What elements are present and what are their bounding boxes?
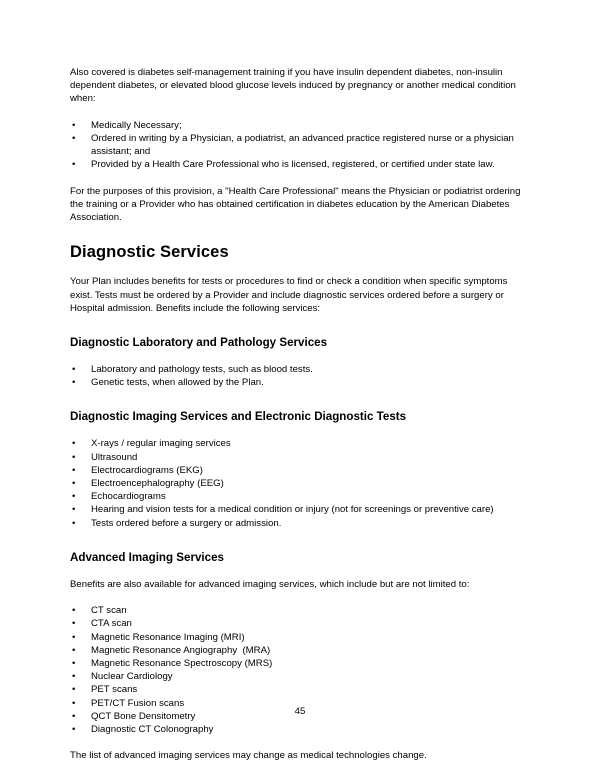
list-item bbox=[70, 119, 530, 132]
advanced-imaging-intro: Benefits are also available for advanced imaging services, which include but are not limited to: bbox=[70, 579, 470, 591]
list-item-label: PET scans bbox=[91, 684, 138, 696]
intro-paragraph-1: Also covered is diabetes self-management training if you have insulin dependent diabetes, non-insulin dependent diabetes, or elevated blood glucose levels induced by pregnancy or another medical condition when: bbox=[70, 67, 516, 105]
list-item bbox=[70, 363, 530, 376]
bullet-icon: • bbox=[72, 697, 76, 709]
list-item-label: Genetic tests, when allowed by the Plan. bbox=[91, 377, 264, 389]
list-item bbox=[70, 604, 530, 617]
list-item bbox=[70, 477, 530, 490]
list-item bbox=[70, 464, 530, 477]
list-item-label: Hearing and vision tests for a medical condition or injury (not for screenings or preventive care) bbox=[91, 504, 494, 516]
list-item bbox=[70, 670, 530, 683]
advanced-imaging-closing: The list of advanced imaging services may change as medical technologies change. bbox=[70, 750, 427, 762]
list-item-label: Medically Necessary; bbox=[91, 119, 182, 131]
bullet-icon: • bbox=[72, 517, 76, 529]
diabetes-training-conditions-list bbox=[70, 119, 530, 172]
page-title: Diagnostic Services bbox=[70, 243, 229, 262]
bullet-icon: • bbox=[72, 491, 76, 503]
list-item bbox=[70, 683, 530, 696]
list-item-label: Electrocardiograms (EKG) bbox=[91, 464, 203, 476]
bullet-icon: • bbox=[72, 504, 76, 516]
diagnostic-services-intro: Your Plan includes benefits for tests or procedures to find or check a condition when specific symptoms exist. Tests must be ordered by a Provider and include diagnostic services ordered before a surgery or Hospital admission. Benefits include the following services: bbox=[70, 276, 508, 314]
laboratory-pathology-list bbox=[70, 363, 530, 389]
list-item-label: Magnetic Resonance Spectroscopy (MRS) bbox=[91, 658, 273, 670]
bullet-icon: • bbox=[72, 631, 76, 643]
section-heading-laboratory-pathology: Diagnostic Laboratory and Pathology Services bbox=[70, 336, 328, 350]
list-item-label: CT scan bbox=[91, 605, 127, 617]
list-item-label: Provided by a Health Care Professional who is licensed, registered, or certified under state law. bbox=[91, 159, 495, 171]
bullet-icon: • bbox=[72, 684, 76, 696]
list-item-label: Echocardiograms bbox=[91, 491, 166, 503]
list-item-label: Electroencephalography (EEG) bbox=[91, 478, 224, 490]
bullet-icon: • bbox=[72, 658, 76, 670]
bullet-icon: • bbox=[72, 159, 76, 171]
bullet-icon: • bbox=[72, 438, 76, 450]
list-item bbox=[70, 723, 530, 736]
list-item bbox=[70, 451, 530, 464]
list-item-label: Laboratory and pathology tests, such as blood tests. bbox=[91, 364, 313, 376]
section-heading-advanced-imaging: Advanced Imaging Services bbox=[70, 550, 225, 564]
list-item-label: Nuclear Cardiology bbox=[91, 671, 173, 683]
list-item bbox=[70, 490, 530, 503]
bullet-icon: • bbox=[72, 451, 76, 463]
bullet-icon: • bbox=[72, 364, 76, 376]
list-item bbox=[70, 376, 530, 389]
section-heading-imaging-electronic-tests: Diagnostic Imaging Services and Electronic Diagnostic Tests bbox=[70, 410, 407, 424]
list-item bbox=[70, 517, 530, 530]
bullet-icon: • bbox=[72, 478, 76, 490]
list-item-label: CTA scan bbox=[91, 618, 132, 630]
list-item bbox=[70, 158, 530, 171]
list-item-label: PET/CT Fusion scans bbox=[91, 697, 185, 709]
list-item-label: QCT Bone Densitometry bbox=[91, 710, 196, 722]
list-item bbox=[70, 657, 530, 670]
bullet-icon: • bbox=[72, 724, 76, 736]
list-item-label: Tests ordered before a surgery or admission. bbox=[91, 517, 282, 529]
bullet-icon: • bbox=[72, 644, 76, 656]
list-item bbox=[70, 503, 530, 516]
list-item bbox=[70, 644, 530, 657]
bullet-icon: • bbox=[72, 671, 76, 683]
list-item-label: Magnetic Resonance Angiography (MRA) bbox=[91, 644, 271, 656]
list-item bbox=[70, 132, 530, 158]
list-item-label: Diagnostic CT Colonography bbox=[91, 724, 214, 736]
bullet-icon: • bbox=[72, 618, 76, 630]
bullet-icon: • bbox=[72, 119, 76, 131]
list-item bbox=[70, 631, 530, 644]
imaging-electronic-tests-list bbox=[70, 437, 530, 529]
intro-paragraph-2: For the purposes of this provision, a "Health Care Professional" means the Physician or podiatrist ordering the training or a Provider who has obtained certification in diabetes education by the American Diabetes Association. bbox=[70, 185, 521, 224]
bullet-icon: • bbox=[72, 710, 76, 722]
bullet-icon: • bbox=[72, 132, 76, 144]
list-item-label: Magnetic Resonance Imaging (MRI) bbox=[91, 631, 245, 643]
list-item bbox=[70, 437, 530, 450]
bullet-icon: • bbox=[72, 377, 76, 389]
list-item-label: X-rays / regular imaging services bbox=[91, 438, 231, 450]
list-item-label: Ultrasound bbox=[91, 451, 138, 463]
page-number: 45 bbox=[294, 706, 306, 717]
bullet-icon: • bbox=[72, 464, 76, 476]
list-item-label: Ordered in writing by a Physician, a podiatrist, an advanced practice registered nurse or a physician assistant; and bbox=[91, 132, 514, 158]
bullet-icon: • bbox=[72, 605, 76, 617]
list-item bbox=[70, 617, 530, 630]
